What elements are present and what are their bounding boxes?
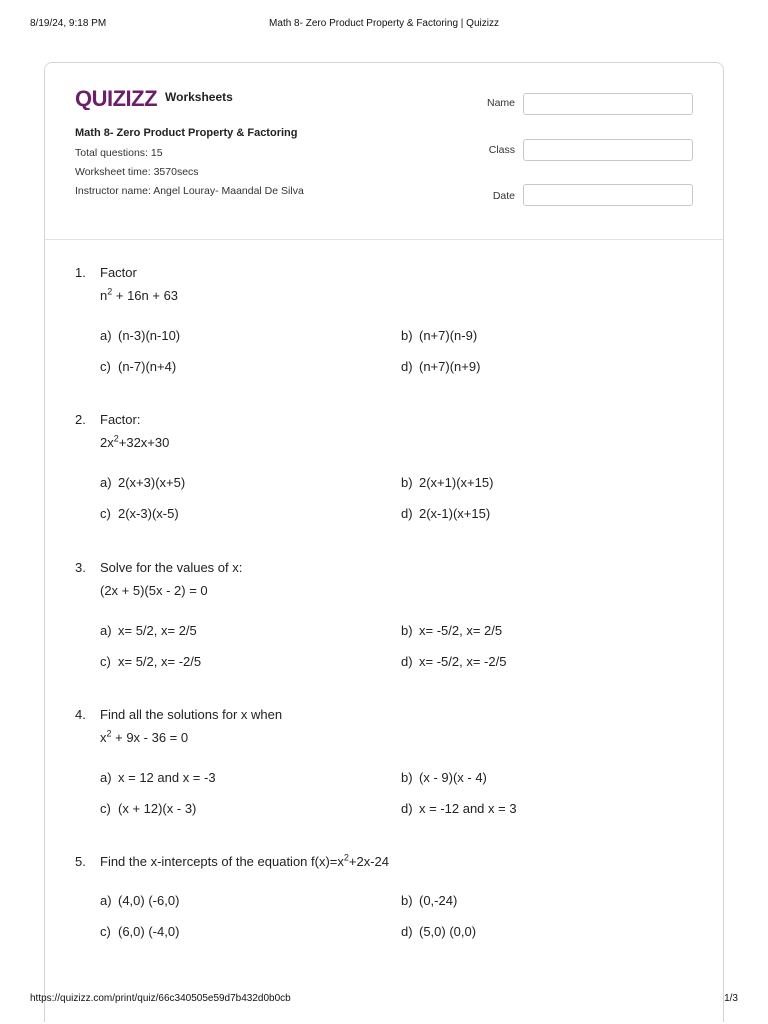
total-questions: Total questions: 15 bbox=[75, 147, 163, 159]
option-d[interactable]: d) (5,0) (0,0) bbox=[401, 924, 477, 939]
option-a[interactable]: a) 2(x+3)(x+5) bbox=[100, 475, 186, 490]
print-url: https://quizizz.com/print/quiz/66c340505e59d7b432d0b0cb bbox=[30, 993, 291, 1004]
option-a[interactable]: a) (n-3)(n-10) bbox=[100, 328, 181, 343]
question-number: 4. bbox=[75, 707, 86, 722]
option-b[interactable]: b) (x - 9)(x - 4) bbox=[401, 770, 487, 785]
question-text: Find the x-intercepts of the equation $f(x)=x^2+2x-24$ bbox=[100, 852, 390, 869]
question-number: 3. bbox=[75, 560, 86, 575]
option-c[interactable]: c) (x + 12)(x - 3) bbox=[100, 801, 197, 816]
class-field[interactable] bbox=[523, 139, 693, 161]
option-c[interactable]: c) 2(x-3)(x-5) bbox=[100, 506, 179, 521]
option-d[interactable]: d) x = -12 and x = 3 bbox=[401, 801, 517, 816]
option-d[interactable]: d) 2(x-1)(x+15) bbox=[401, 506, 491, 521]
print-datetime: 8/19/24, 9:18 PM bbox=[30, 18, 107, 29]
worksheet-header bbox=[45, 63, 723, 240]
option-b[interactable]: b) x= -5/2, x= 2/5 bbox=[401, 623, 503, 638]
question-text: Factor: bbox=[100, 412, 141, 427]
worksheet-time: Worksheet time: 3570secs bbox=[75, 166, 199, 178]
option-b[interactable]: b) 2(x+1)(x+15) bbox=[401, 475, 494, 490]
option-c[interactable]: c) x= 5/2, x= -2/5 bbox=[100, 654, 202, 669]
option-b[interactable]: b) (0,-24) bbox=[401, 893, 458, 908]
quiz-title: Math 8- Zero Product Property & Factoring bbox=[75, 127, 298, 139]
option-d[interactable]: d) (n+7)(n+9) bbox=[401, 359, 481, 374]
question-text: Find all the solutions for x when bbox=[100, 707, 283, 722]
option-d[interactable]: d) x= -5/2, x= -2/5 bbox=[401, 654, 507, 669]
page-number: 1/3 bbox=[724, 993, 738, 1004]
option-a[interactable]: a) (4,0) (-6,0) bbox=[100, 893, 180, 908]
name-field[interactable] bbox=[523, 93, 693, 115]
class-label: Class bbox=[488, 144, 515, 156]
worksheets-label: Worksheets bbox=[165, 90, 233, 104]
option-b[interactable]: b) (n+7)(n-9) bbox=[401, 328, 478, 343]
print-title: Math 8- Zero Product Property & Factoring | Quizizz bbox=[269, 18, 499, 29]
question-expression: $x^2 + 9x - 36 = 0$ bbox=[100, 728, 189, 745]
question-text: Solve for the values of x: bbox=[100, 560, 243, 575]
question-expression: $2x^2+32x+30$ bbox=[100, 433, 170, 450]
date-field[interactable] bbox=[523, 184, 693, 206]
quizizz-logo bbox=[75, 83, 233, 113]
name-label: Name bbox=[486, 97, 515, 109]
worksheet-card bbox=[44, 62, 724, 1022]
date-label: Date bbox=[492, 190, 515, 202]
question-expression: (2x + 5)(5x - 2) = 0 bbox=[100, 583, 208, 598]
svg-text:QUIZIZZ: QUIZIZZ bbox=[75, 86, 158, 110]
option-c[interactable]: c) (6,0) (-4,0) bbox=[100, 924, 180, 939]
question-number: 2. bbox=[75, 412, 86, 427]
quizizz-wordmark-icon bbox=[75, 86, 159, 110]
question-number: 1. bbox=[75, 265, 86, 280]
print-header bbox=[30, 18, 738, 32]
instructor-name: Instructor name: Angel Louray- Maandal De Silva bbox=[75, 185, 304, 197]
question-number: 5. bbox=[75, 854, 86, 869]
question-text: Factor bbox=[100, 265, 137, 280]
option-a[interactable]: a) x= 5/2, x= 2/5 bbox=[100, 623, 197, 638]
print-footer bbox=[30, 993, 738, 1007]
option-a[interactable]: a) x = 12 and x = -3 bbox=[100, 770, 216, 785]
option-c[interactable]: c) (n-7)(n+4) bbox=[100, 359, 177, 374]
question-expression: $n^2 + 16n + 63$ bbox=[100, 286, 179, 303]
